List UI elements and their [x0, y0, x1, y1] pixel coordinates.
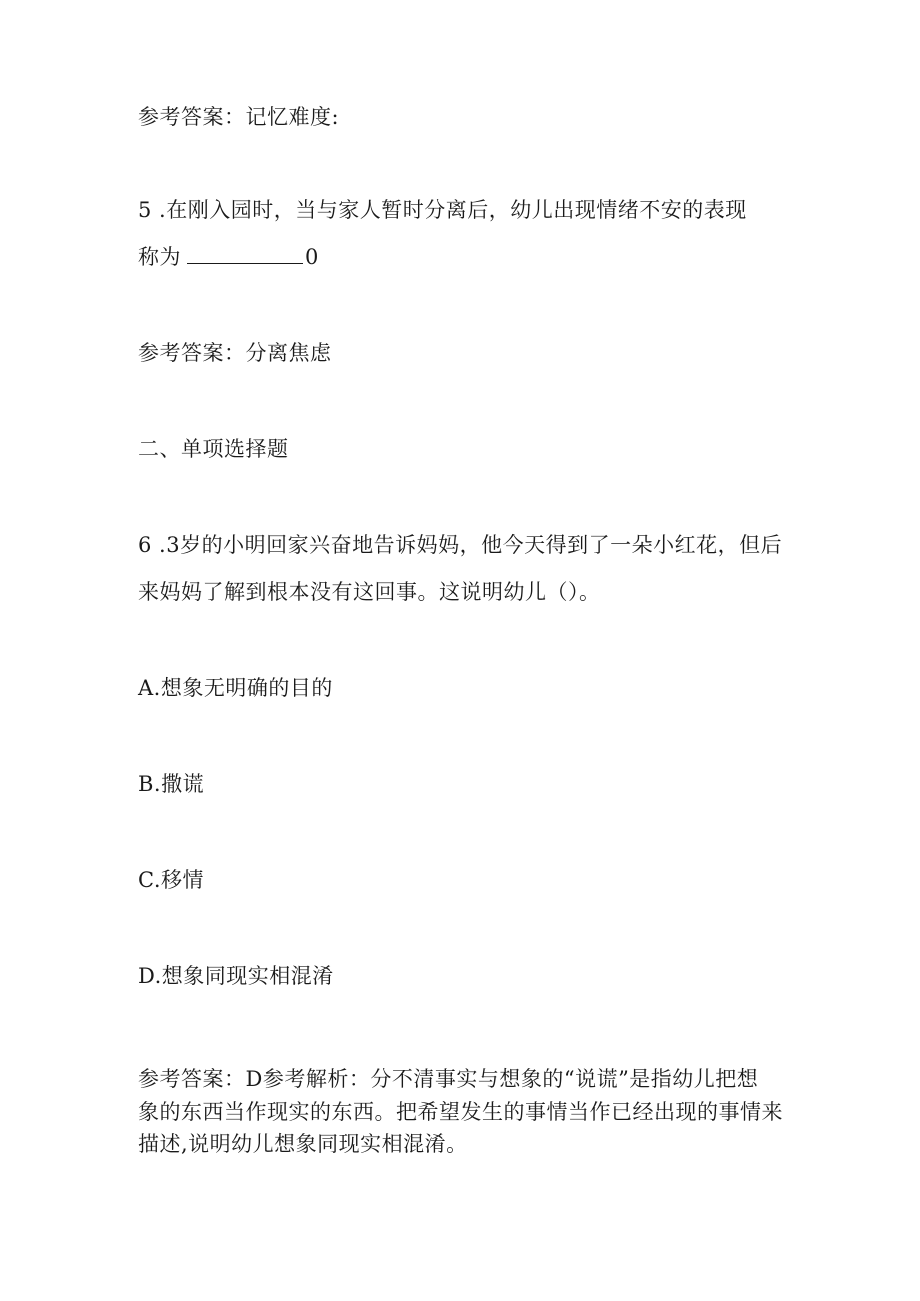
q5-stem-suffix: 0 — [305, 245, 319, 269]
q6-answer-line-2: 象的东西当作现实的东西。把希望发生的事情当作已经出现的事情来 — [138, 1100, 783, 1124]
section-heading: 二、单项选择题 — [138, 437, 289, 461]
option-a: A.想象无明确的目的 — [138, 676, 333, 700]
q5-stem-line-2 — [138, 242, 319, 272]
q5-stem-line-1: 5 .在刚入园时，当与家人暂时分离后，幼儿出现情绪不安的表现 — [138, 198, 747, 222]
fill-in-blank — [187, 245, 303, 264]
q5-answer-line: 参考答案：分离焦虑 — [138, 341, 332, 365]
q6-answer-line-3: 描述,说明幼儿想象同现实相混淆。 — [138, 1132, 468, 1156]
q6-stem-line-1: 6 .3岁的小明回家兴奋地告诉妈妈，他今天得到了一朵小红花，但后 — [138, 533, 783, 557]
q5-stem-prefix: 称为 — [138, 245, 181, 269]
q6-answer-line-1: 参考答案：D参考解析：分不清事实与想象的“说谎”是指幼儿把想 — [138, 1067, 759, 1091]
q4-answer-line: 参考答案：记忆难度: — [138, 105, 340, 129]
q6-stem-line-2: 来妈妈了解到根本没有这回事。这说明幼儿（）。 — [138, 580, 601, 604]
option-d: D.想象同现实相混淆 — [138, 964, 334, 988]
option-b: B.撒谎 — [138, 772, 205, 796]
option-c: C.移情 — [138, 868, 204, 892]
